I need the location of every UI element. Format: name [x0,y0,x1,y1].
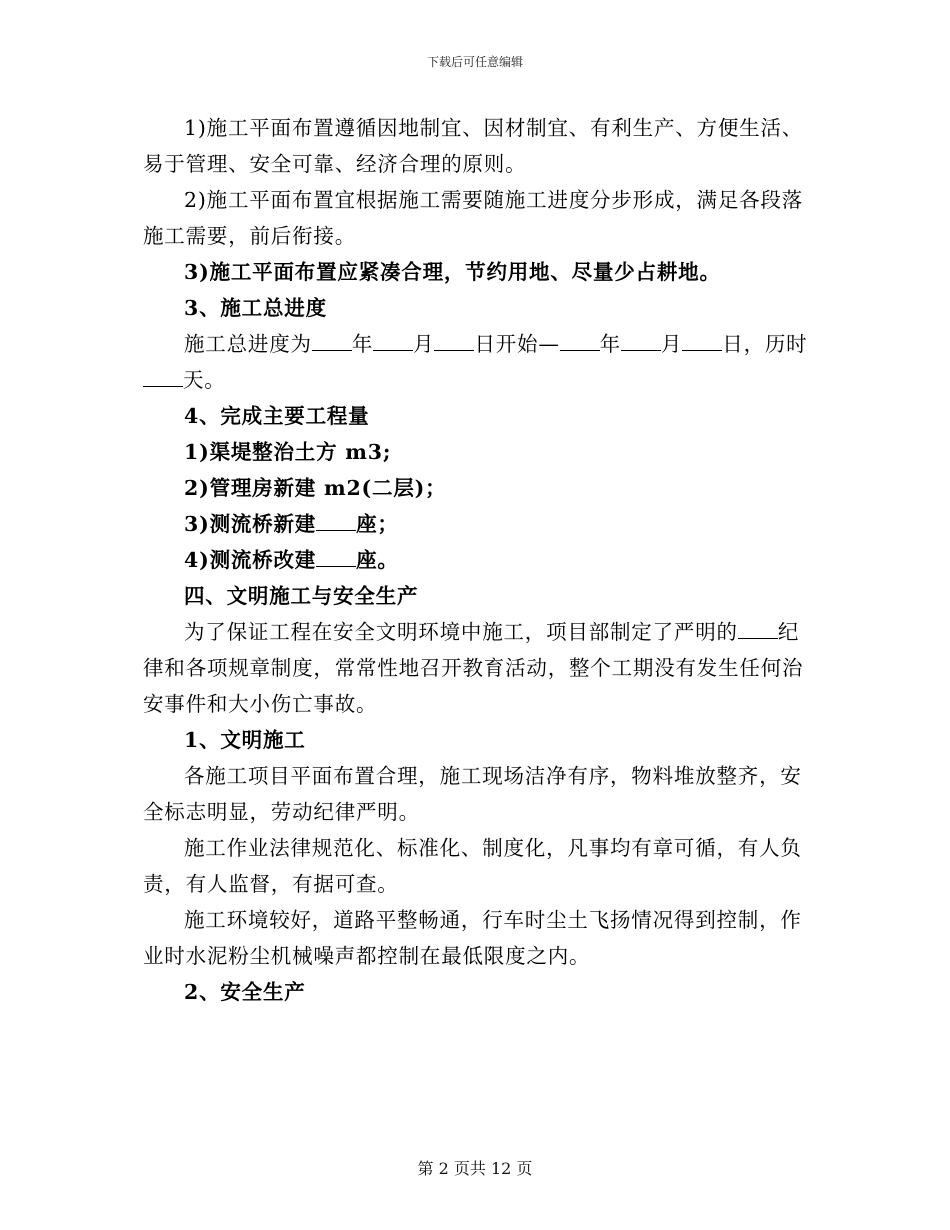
paragraph-layout-stages: 2)施工平面布置宜根据施工需要随施工进度分步形成，满足各段落施工需要，前后衔接。 [143,188,804,248]
paragraph-standardization: 施工作业法律规范化、标准化、制度化，凡事均有章可循，有人负责，有人监督，有据可查。 [143,836,802,896]
paragraph-schedule: 施工总进度为 年 月 日开始— 年 月 日，历时天。 [143,326,810,398]
list-item-rebuilt-bridge: 4)测流桥改建 座。 [184,548,399,572]
heading-schedule: 3、施工总进度 [184,296,327,320]
blank-line [312,330,352,351]
blank-line [373,330,413,351]
blank-line [682,330,722,351]
blank-line [316,546,356,567]
blank-line [738,618,778,639]
paragraph-layout-compact: 3)施工平面布置应紧凑合理，节约用地、尽量少占耕地。 [184,260,721,284]
blank-line [560,330,600,351]
list-item-earthwork: 1)渠堤整治土方 m3; [184,440,392,464]
list-item-management-house: 2)管理房新建 m2(二层)； [184,476,447,500]
heading-civilized-construction: 1、文明施工 [184,728,306,752]
blank-line [434,330,474,351]
page-footer: 第 2 页共 12 页 [417,1159,533,1178]
paragraph-discipline: 为了保证工程在安全文明环境中施工，项目部制定了严明的 纪律和各项规章制度，常常性地召开教育活动，整个工期没有发生任何治安事件和大小伤亡事故。 [143,620,804,716]
blank-line [621,330,661,351]
blank-line [316,510,356,531]
document-body [143,110,810,1010]
blank-line [143,366,183,387]
page-header: 下载后可任意编辑 [426,55,523,69]
list-item-new-bridge: 3)测流桥新建 座； [184,512,399,536]
heading-civilized-safety: 四、文明施工与安全生产 [184,584,419,608]
heading-quantities: 4、完成主要工程量 [184,404,370,428]
paragraph-layout-principle: 1)施工平面布置遵循因地制宜、因材制宜、有利生产、方便生活、易于管理、安全可靠、经济合理的原则。 [143,116,804,176]
heading-safety-production: 2、安全生产 [184,980,306,1004]
paragraph-environment: 施工环境较好，道路平整畅通，行车时尘土飞扬情况得到控制，作业时水泥粉尘机械噪声都控制在最低限度之内。 [143,908,802,968]
paragraph-site-order: 各施工项目平面布置合理，施工现场洁净有序，物料堆放整齐，安全标志明显，劳动纪律严明。 [143,764,802,824]
